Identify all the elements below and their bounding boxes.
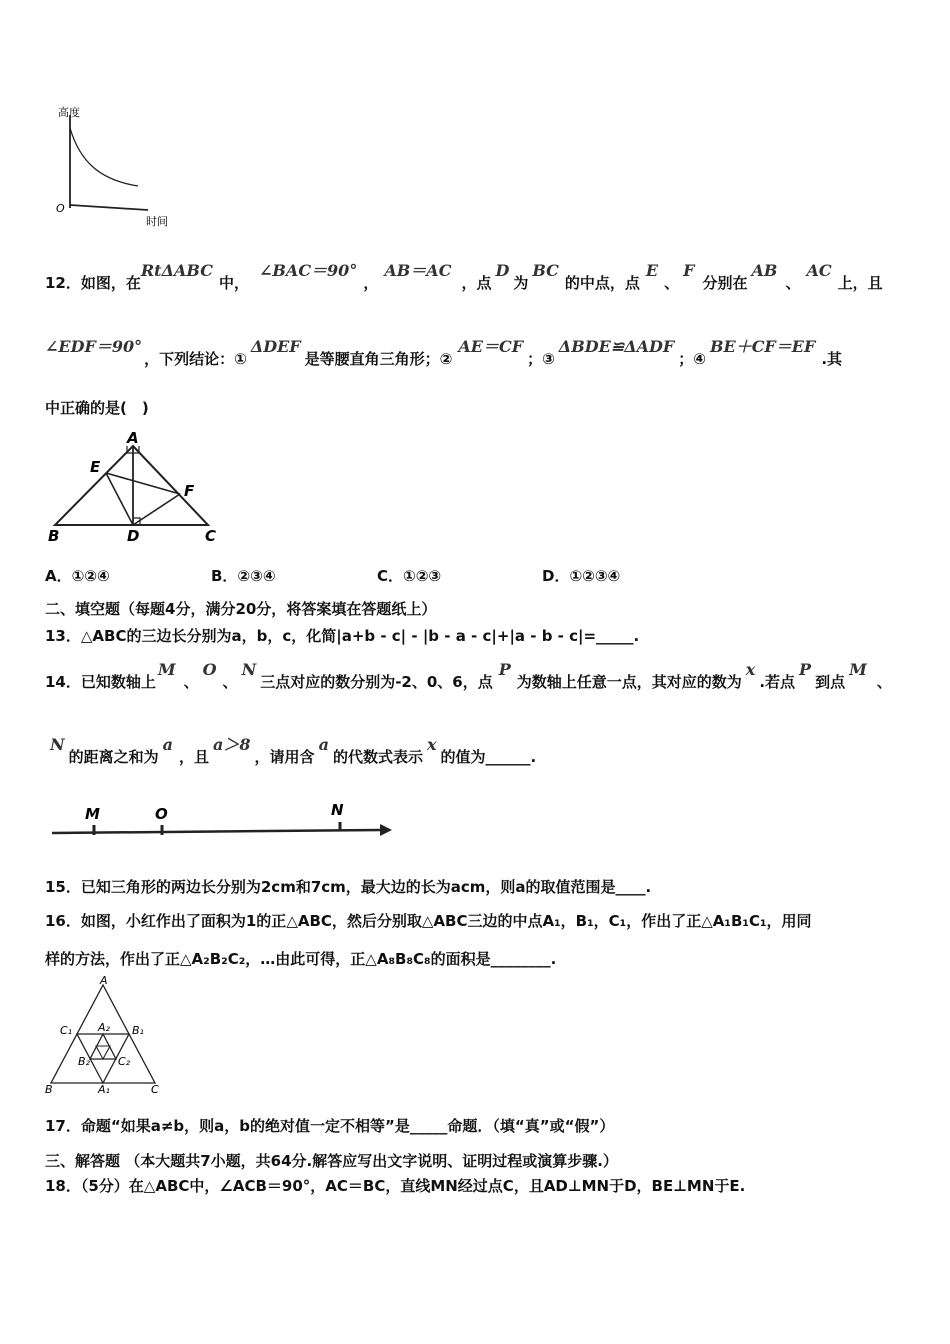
number-line-figure bbox=[50, 795, 400, 845]
q18-text: 18．（5分）在△ABC中，∠ACB＝90°，AC＝BC，直线MN经过点C，且AD⊥MN于D，BE⊥MN于E. bbox=[45, 1177, 746, 1195]
q14-cond: a＞8 bbox=[213, 735, 251, 754]
q12-text: 、 bbox=[785, 274, 801, 292]
q12-rt: RtΔABC bbox=[140, 261, 213, 280]
axis-label-n: N bbox=[331, 801, 344, 819]
q12-option-b: B．②③④ bbox=[211, 567, 276, 585]
q14-x2: x bbox=[426, 735, 437, 754]
q12-triangle-figure bbox=[45, 430, 235, 545]
height-time-graph bbox=[50, 100, 180, 230]
q12-ac: AC bbox=[806, 261, 832, 280]
q16-triangles-figure bbox=[40, 975, 170, 1095]
q14-n2: N bbox=[50, 735, 65, 754]
graph-y-label: 高度 bbox=[58, 106, 80, 119]
q14-text: ，且 bbox=[179, 748, 210, 766]
q14-text: 三点对应的数分别为-2、0、6，点 bbox=[260, 673, 493, 691]
q12-angle-edf: ∠EDF＝90° bbox=[45, 337, 143, 356]
q14-text: 的值为______. bbox=[440, 748, 537, 766]
q12-text: ， bbox=[363, 274, 379, 292]
fig12-label-c: C bbox=[205, 527, 217, 545]
axis-label-m: M bbox=[85, 805, 100, 823]
q14-text: .若点 bbox=[759, 673, 796, 691]
q12-f: F bbox=[683, 261, 695, 280]
q12-line1 bbox=[45, 261, 883, 293]
graph-x-label: 时间 bbox=[146, 215, 168, 228]
q12-text: ；④ bbox=[678, 350, 706, 368]
q14-m: M bbox=[157, 660, 176, 679]
q12-text: 为 bbox=[513, 274, 529, 292]
section-2-heading: 二、填空题（每题4分，满分20分，将答案填在答题纸上） bbox=[45, 600, 437, 618]
q14-text: 14．已知数轴上 bbox=[45, 673, 156, 691]
q14-m2: M bbox=[849, 660, 867, 679]
q14-text: 、 bbox=[222, 673, 238, 691]
q14-text: 、 bbox=[183, 673, 199, 691]
q12-bc: BC bbox=[532, 261, 559, 280]
fig12-label-f: F bbox=[184, 482, 195, 500]
fig16-label-c1: C₁ bbox=[60, 1024, 73, 1037]
q12-text: ；③ bbox=[527, 350, 555, 368]
q12-text: 上，且 bbox=[837, 274, 883, 292]
fig16-label-a2: A₂ bbox=[98, 1021, 110, 1034]
fig16-label-c2: C₂ bbox=[118, 1055, 131, 1068]
q12-number: 12．如图，在 bbox=[45, 274, 141, 292]
q12-option-d: D．①②③④ bbox=[542, 567, 621, 585]
q12-text: ，下列结论：① bbox=[144, 350, 247, 368]
q14-n: N bbox=[241, 660, 257, 679]
q12-ab: AB bbox=[751, 261, 778, 280]
q12-d: D bbox=[495, 261, 510, 280]
q12-ae-cf: AE＝CF bbox=[458, 337, 524, 356]
fig12-label-b: B bbox=[48, 527, 60, 545]
q14-p2: P bbox=[799, 660, 812, 679]
fig16-label-b1: B₁ bbox=[132, 1024, 144, 1037]
q12-text: .其 bbox=[821, 350, 843, 368]
q14-text: 、 bbox=[876, 673, 892, 691]
q12-text: 中， bbox=[218, 274, 249, 292]
q16-line1: 16．如图，小红作出了面积为1的正△ABC，然后分别取△ABC三边的中点A₁，B₁，C₁，作出了正△A₁B₁C₁，用同 bbox=[45, 912, 812, 930]
q14-a: a bbox=[162, 735, 174, 754]
q12-e: E bbox=[645, 261, 659, 280]
q12-text: ，点 bbox=[461, 274, 492, 292]
q16-line2: 样的方法，作出了正△A₂B₂C₂，…由此可得，正△A₈B₈C₈的面积是________. bbox=[45, 950, 557, 968]
section-3-heading: 三、解答题 （本大题共7小题，共64分.解答应写出文字说明、证明过程或演算步骤.） bbox=[45, 1152, 618, 1170]
graph-origin: O bbox=[56, 202, 65, 215]
q14-line2 bbox=[50, 735, 537, 767]
q12-text: 、 bbox=[664, 274, 680, 292]
q15-text: 15．已知三角形的两边长分别为2cm和7cm，最大边的长为acm，则a的取值范围是____. bbox=[45, 878, 652, 896]
q12-ask: 中正确的是( ) bbox=[45, 399, 149, 417]
q13-text: 13．△ABC的三边长分别为a，b，c，化简|a+b - c| - |b - a - c|+|a - b - c|=_____. bbox=[45, 627, 640, 645]
q14-text: 的距离之和为 bbox=[68, 748, 159, 766]
axis-label-o: O bbox=[155, 805, 168, 823]
q12-angle-bac: ∠BAC＝90° bbox=[258, 261, 358, 280]
q14-text: ，请用含 bbox=[254, 748, 315, 766]
q12-option-a: A．①②④ bbox=[45, 567, 110, 585]
q12-ab-ac: AB＝AC bbox=[384, 261, 452, 280]
q12-text: 的中点，点 bbox=[564, 274, 640, 292]
fig16-label-a: A bbox=[100, 974, 108, 987]
fig16-label-b: B bbox=[45, 1083, 53, 1096]
q12-def: ΔDEF bbox=[250, 337, 301, 356]
q14-a2: a bbox=[318, 735, 329, 754]
q17-text: 17．命题“如果a≠b，则a，b的绝对值一定不相等”是_____命题．（填“真”或“假”） bbox=[45, 1117, 615, 1135]
q14-p: P bbox=[498, 660, 511, 679]
q12-sum: BE＋CF＝EF bbox=[709, 337, 816, 356]
q12-congruent: ΔBDE≌ΔADF bbox=[558, 337, 675, 356]
fig16-label-b2: B₂ bbox=[78, 1055, 90, 1068]
q12-text: 分别在 bbox=[702, 274, 748, 292]
fig12-label-e: E bbox=[90, 458, 101, 476]
fig12-label-a: A bbox=[127, 429, 139, 447]
q14-line1 bbox=[45, 660, 892, 692]
q14-o: O bbox=[202, 660, 217, 679]
q14-x: x bbox=[745, 660, 756, 679]
q14-text: 的代数式表示 bbox=[332, 748, 423, 766]
q14-text: 为数轴上任意一点，其对应的数为 bbox=[516, 673, 742, 691]
fig16-label-c: C bbox=[151, 1083, 159, 1096]
fig16-label-a1: A₁ bbox=[98, 1083, 110, 1096]
q14-text: 到点 bbox=[815, 673, 846, 691]
q12-text: 是等腰直角三角形；② bbox=[304, 350, 453, 368]
fig12-label-d: D bbox=[127, 527, 140, 545]
q12-option-c: C．①②③ bbox=[377, 567, 442, 585]
q12-line2 bbox=[45, 337, 843, 369]
